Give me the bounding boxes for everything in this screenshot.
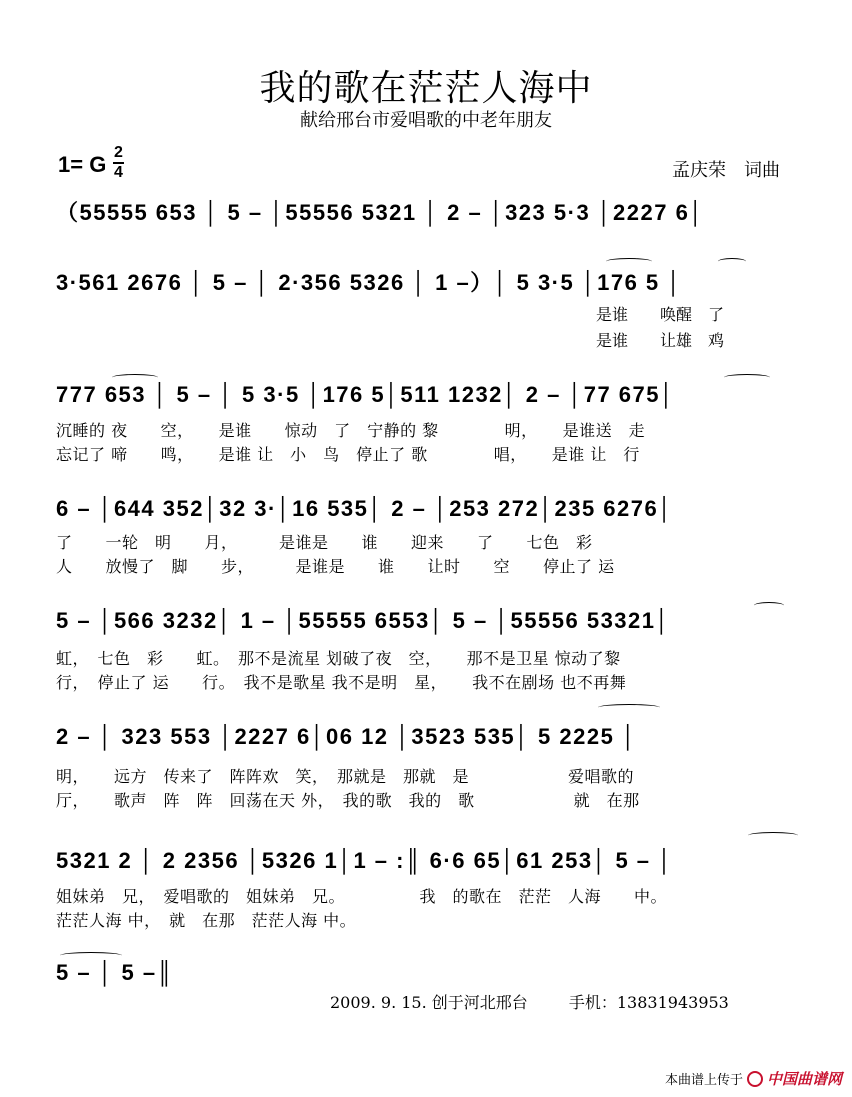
footer-info — [330, 990, 765, 1013]
lyric-row-4-verse-2: 人 放慢了 脚 步， 是谁是 谁 让时 空 停止了 运 — [56, 557, 615, 576]
meter-bottom: 4 — [114, 164, 123, 181]
creation-date: 2009. 9. 15. 创于河北邢台 — [330, 993, 528, 1012]
notation-row-1: （55555 653 │ 5 – │55556 5321 │ 2 – │323 5·3 │2227 6│ — [56, 200, 705, 225]
lyric-row-2-verse-2: 是谁 让雄 鸡 — [596, 331, 725, 350]
slur-mark — [112, 374, 158, 381]
lyric-row-7-verse-1: 姐妹弟 兄， 爱唱歌的 姐妹弟 兄。 我 的歌在 茫茫 人海 中。 — [56, 887, 668, 906]
lyric-row-5-verse-1: 虹， 七色 彩 虹。 那不是流星 划破了夜 空， 那不是卫星 惊动了黎 — [56, 649, 621, 668]
lyric-row-3-verse-1: 沉睡的 夜 空， 是谁 惊动 了 宁静的 黎 明， 是谁送 走 — [56, 421, 646, 440]
lyric-row-2-verse-1: 是谁 唤醒 了 — [596, 305, 725, 324]
time-signature — [114, 144, 123, 182]
song-subtitle: 献给邢台市爱唱歌的中老年朋友 — [300, 110, 552, 131]
lyric-row-3-verse-2: 忘记了 啼 鸣， 是谁 让 小 鸟 停止了 歌 唱， 是谁 让 行 — [56, 445, 640, 464]
watermark — [665, 1068, 842, 1089]
lyric-row-7-verse-2: 茫茫人海 中， 就 在那 茫茫人海 中。 — [56, 911, 357, 930]
watermark-text: 本曲谱上传于 — [664, 1073, 743, 1088]
lyric-row-6-verse-1: 明， 远方 传来了 阵阵欢 笑， 那就是 那就 是 爱唱歌的 — [56, 767, 635, 786]
lyric-row-6-verse-2: 厅， 歌声 阵 阵 回荡在天 外， 我的歌 我的 歌 就 在那 — [56, 791, 640, 810]
slur-mark — [598, 704, 660, 711]
notation-row-5: 5 – │566 3232│ 1 – │55555 6553│ 5 – │55556 53321│ — [56, 608, 671, 633]
key-signature: 1= G — [58, 152, 107, 177]
slur-mark — [60, 952, 122, 959]
lyric-row-4-verse-1: 了 一轮 明 月， 是谁是 谁 迎来 了 七色 彩 — [56, 533, 593, 552]
song-title: 我的歌在茫茫人海中 — [259, 68, 593, 109]
notation-row-7: 5321 2 │ 2 2356 │5326 1│1 – :║ 6·6 65│61 253│ 5 – │ — [56, 848, 674, 873]
meter-top: 2 — [114, 144, 123, 161]
slur-mark — [724, 374, 770, 381]
notation-row-2: 3·561 2676 │ 5 – │ 2·356 5326 │ 1 –）│ 5 3·5 │176 5 │ — [56, 270, 683, 295]
lyric-row-5-verse-2: 行， 停止了 运 行。 我不是歌星 我不是明 星， 我不在剧场 也不再舞 — [56, 673, 627, 692]
notation-row-4: 6 – │644 352│32 3·│16 535│ 2 – │253 272│235 6276│ — [56, 496, 674, 521]
slur-mark — [606, 258, 652, 265]
notation-row-3: 777 653 │ 5 – │ 5 3·5 │176 5│511 1232│ 2 – │77 675│ — [56, 382, 676, 407]
author-credit: 孟庆荣 词曲 — [672, 160, 780, 181]
site-logo-icon — [747, 1071, 763, 1087]
notation-row-8: 5 – │ 5 –║ — [56, 960, 174, 985]
slur-mark — [718, 258, 746, 265]
watermark-logo: 中国曲谱网 — [766, 1070, 842, 1088]
notation-row-6: 2 – │ 323 553 │2227 6│06 12 │3523 535│ 5 2225 │ — [56, 724, 638, 749]
slur-mark — [748, 832, 798, 839]
slur-mark — [754, 602, 784, 609]
phone-number: 手机：13831943953 — [568, 993, 729, 1012]
